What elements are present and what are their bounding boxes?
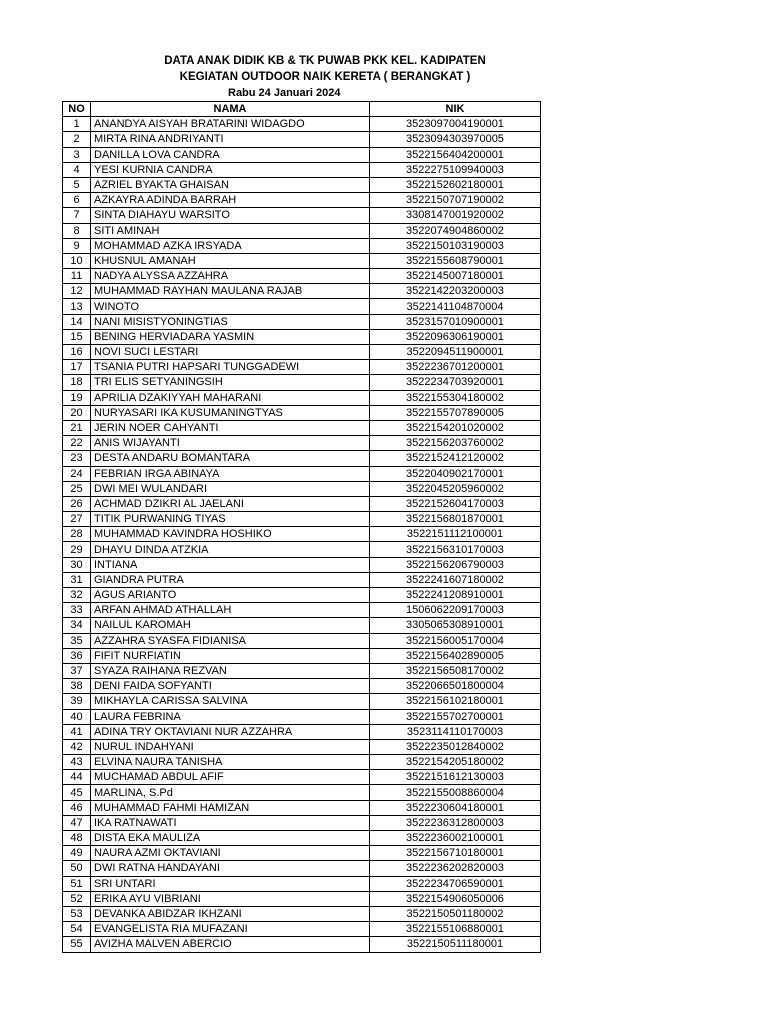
- row-number: 23: [63, 451, 91, 466]
- student-nik: 3522154205180002: [370, 755, 541, 770]
- row-number: 48: [63, 831, 91, 846]
- student-nik: 3522152602180001: [370, 177, 541, 192]
- table-row: [63, 527, 541, 542]
- student-nik: 3522142203200003: [370, 284, 541, 299]
- student-name: IKA RATNAWATI: [91, 815, 370, 830]
- student-name: JERIN NOER CAHYANTI: [91, 420, 370, 435]
- table-row: [63, 132, 541, 147]
- table-row: [63, 755, 541, 770]
- row-number: 33: [63, 603, 91, 618]
- student-nik: 3522040902170001: [370, 466, 541, 481]
- row-number: 15: [63, 329, 91, 344]
- column-header-nik: NIK: [370, 102, 541, 117]
- table-row: [63, 481, 541, 496]
- table-row: [63, 937, 541, 952]
- table-row: [63, 314, 541, 329]
- table-row: [63, 891, 541, 906]
- table-row: [63, 648, 541, 663]
- row-number: 54: [63, 922, 91, 937]
- student-nik: 3522150501180002: [370, 906, 541, 921]
- row-number: 27: [63, 512, 91, 527]
- row-number: 3: [63, 147, 91, 162]
- student-nik: 3522141104870004: [370, 299, 541, 314]
- row-number: 26: [63, 496, 91, 511]
- row-number: 49: [63, 846, 91, 861]
- row-number: 12: [63, 284, 91, 299]
- student-nik: 3522156404200001: [370, 147, 541, 162]
- student-nik: 3522150511180001: [370, 937, 541, 952]
- row-number: 21: [63, 420, 91, 435]
- table-row: [63, 284, 541, 299]
- student-name: AZZAHRA SYASFA FIDIANISA: [91, 633, 370, 648]
- student-name: INTIANA: [91, 557, 370, 572]
- student-nik: 3522155608790001: [370, 253, 541, 268]
- row-number: 52: [63, 891, 91, 906]
- student-nik: 3522154201020002: [370, 420, 541, 435]
- student-nik: 3522094511900001: [370, 345, 541, 360]
- row-number: 53: [63, 906, 91, 921]
- row-number: 46: [63, 800, 91, 815]
- table-row: [63, 512, 541, 527]
- row-number: 20: [63, 405, 91, 420]
- student-nik: 3522156005170004: [370, 633, 541, 648]
- row-number: 1: [63, 117, 91, 132]
- student-nik: 3522155707890005: [370, 405, 541, 420]
- student-nik: 3522155304180002: [370, 390, 541, 405]
- student-name: MUCHAMAD ABDUL AFIF: [91, 770, 370, 785]
- row-number: 7: [63, 208, 91, 223]
- student-name: AZKAYRA ADINDA BARRAH: [91, 193, 370, 208]
- row-number: 11: [63, 269, 91, 284]
- student-name: NANI MISISTYONINGTIAS: [91, 314, 370, 329]
- table-row: [63, 679, 541, 694]
- table-row: [63, 663, 541, 678]
- row-number: 55: [63, 937, 91, 952]
- student-nik: 3522234706590001: [370, 876, 541, 891]
- student-name: SYAZA RAIHANA REZVAN: [91, 663, 370, 678]
- student-nik: 3523157010900001: [370, 314, 541, 329]
- student-nik: 3522156102180001: [370, 694, 541, 709]
- row-number: 14: [63, 314, 91, 329]
- table-row: [63, 345, 541, 360]
- student-name: DWI RATNA HANDAYANI: [91, 861, 370, 876]
- row-number: 47: [63, 815, 91, 830]
- student-name: DANILLA LOVA CANDRA: [91, 147, 370, 162]
- student-name: TRI ELIS SETYANINGSIH: [91, 375, 370, 390]
- table-row: [63, 253, 541, 268]
- student-name: AVIZHA MALVEN ABERCIO: [91, 937, 370, 952]
- table-row: [63, 542, 541, 557]
- student-nik: 3523094303970005: [370, 132, 541, 147]
- table-row: [63, 694, 541, 709]
- student-nik: 3522275109940003: [370, 162, 541, 177]
- table-row: [63, 223, 541, 238]
- student-name: MUHAMMAD FAHMI HAMIZAN: [91, 800, 370, 815]
- table-row: [63, 436, 541, 451]
- student-name: SRI UNTARI: [91, 876, 370, 891]
- student-name: DISTA EKA MAULIZA: [91, 831, 370, 846]
- student-name: EVANGELISTA RIA MUFAZANI: [91, 922, 370, 937]
- row-number: 39: [63, 694, 91, 709]
- table-row: [63, 770, 541, 785]
- table-row: [63, 451, 541, 466]
- row-number: 31: [63, 572, 91, 587]
- column-header-no: NO: [63, 102, 91, 117]
- row-number: 25: [63, 481, 91, 496]
- row-number: 40: [63, 709, 91, 724]
- student-name: AGUS ARIANTO: [91, 588, 370, 603]
- student-name: ARFAN AHMAD ATHALLAH: [91, 603, 370, 618]
- student-nik: 3522074904860002: [370, 223, 541, 238]
- table-row: [63, 633, 541, 648]
- table-row: [63, 177, 541, 192]
- table-row: [63, 117, 541, 132]
- student-nik: 3522156203760002: [370, 436, 541, 451]
- row-number: 32: [63, 588, 91, 603]
- student-name: YESI KURNIA CANDRA: [91, 162, 370, 177]
- student-nik: 3522241607180002: [370, 572, 541, 587]
- student-name: DWI MEI WULANDARI: [91, 481, 370, 496]
- student-name: MIRTA RINA ANDRIYANTI: [91, 132, 370, 147]
- table-row: [63, 375, 541, 390]
- row-number: 6: [63, 193, 91, 208]
- table-row: [63, 785, 541, 800]
- student-name: NAILUL KAROMAH: [91, 618, 370, 633]
- student-nik: 3522152412120002: [370, 451, 541, 466]
- row-number: 5: [63, 177, 91, 192]
- table-row: [63, 360, 541, 375]
- table-row: [63, 724, 541, 739]
- row-number: 24: [63, 466, 91, 481]
- row-number: 19: [63, 390, 91, 405]
- student-nik: 3522236701200001: [370, 360, 541, 375]
- student-name: SINTA DIAHAYU WARSITO: [91, 208, 370, 223]
- row-number: 9: [63, 238, 91, 253]
- table-row: [63, 193, 541, 208]
- student-name: LAURA FEBRINA: [91, 709, 370, 724]
- table-row: [63, 739, 541, 754]
- row-number: 51: [63, 876, 91, 891]
- student-name: NADYA ALYSSA AZZAHRA: [91, 269, 370, 284]
- table-row: [63, 420, 541, 435]
- student-nik: 3522156710180001: [370, 846, 541, 861]
- student-name: NURUL INDAHYANI: [91, 739, 370, 754]
- student-nik: 3522151112100001: [370, 527, 541, 542]
- table-row: [63, 208, 541, 223]
- student-nik: 3522234703920001: [370, 375, 541, 390]
- row-number: 16: [63, 345, 91, 360]
- student-nik: 3522145007180001: [370, 269, 541, 284]
- row-number: 18: [63, 375, 91, 390]
- student-nik: 3522236202820003: [370, 861, 541, 876]
- student-name: MIKHAYLA CARISSA SALVINA: [91, 694, 370, 709]
- table-row: [63, 618, 541, 633]
- student-name: DHAYU DINDA ATZKIA: [91, 542, 370, 557]
- student-name: GIANDRA PUTRA: [91, 572, 370, 587]
- table-row: [63, 162, 541, 177]
- table-row: [63, 147, 541, 162]
- table-row: [63, 466, 541, 481]
- row-number: 44: [63, 770, 91, 785]
- table-row: [63, 603, 541, 618]
- table-row: [63, 299, 541, 314]
- student-nik: 3522236002100001: [370, 831, 541, 846]
- student-name: KHUSNUL AMANAH: [91, 253, 370, 268]
- student-nik: 1506062209170003: [370, 603, 541, 618]
- student-nik: 3308147001920002: [370, 208, 541, 223]
- student-name: TITIK PURWANING TIYAS: [91, 512, 370, 527]
- row-number: 36: [63, 648, 91, 663]
- student-name: ELVINA NAURA TANISHA: [91, 755, 370, 770]
- row-number: 41: [63, 724, 91, 739]
- student-name: ADINA TRY OKTAVIANI NUR AZZAHRA: [91, 724, 370, 739]
- row-number: 8: [63, 223, 91, 238]
- student-name: MOHAMMAD AZKA IRSYADA: [91, 238, 370, 253]
- table-row: [63, 906, 541, 921]
- student-name: DENI FAIDA SOFYANTI: [91, 679, 370, 694]
- table-row: [63, 815, 541, 830]
- column-header-nama: NAMA: [91, 102, 370, 117]
- student-nik: 3522156508170002: [370, 663, 541, 678]
- student-name: DEVANKA ABIDZAR IKHZANI: [91, 906, 370, 921]
- student-name: MUHAMMAD KAVINDRA HOSHIKO: [91, 527, 370, 542]
- student-nik: 3522150707190002: [370, 193, 541, 208]
- student-nik: 3522152604170003: [370, 496, 541, 511]
- student-nik: 3522150103190003: [370, 238, 541, 253]
- student-nik: 3522156310170003: [370, 542, 541, 557]
- student-name: NOVI SUCI LESTARI: [91, 345, 370, 360]
- row-number: 13: [63, 299, 91, 314]
- student-nik: 3522236312800003: [370, 815, 541, 830]
- student-nik: 3522156801870001: [370, 512, 541, 527]
- student-nik: 3305065308910001: [370, 618, 541, 633]
- student-nik: 3522045205960002: [370, 481, 541, 496]
- table-row: [63, 572, 541, 587]
- student-nik: 3522155106880001: [370, 922, 541, 937]
- student-name: AZRIEL BYAKTA GHAISAN: [91, 177, 370, 192]
- student-name: MUHAMMAD RAYHAN MAULANA RAJAB: [91, 284, 370, 299]
- row-number: 17: [63, 360, 91, 375]
- student-nik: 3522155008860004: [370, 785, 541, 800]
- student-nik: 3522066501800004: [370, 679, 541, 694]
- table-row: [63, 329, 541, 344]
- row-number: 4: [63, 162, 91, 177]
- row-number: 43: [63, 755, 91, 770]
- student-nik: 3522096306190001: [370, 329, 541, 344]
- student-nik: 3522156206790003: [370, 557, 541, 572]
- student-name: BENING HERVIADARA YASMIN: [91, 329, 370, 344]
- table-row: [63, 405, 541, 420]
- student-name: WINOTO: [91, 299, 370, 314]
- student-name: ACHMAD DZIKRI AL JAELANI: [91, 496, 370, 511]
- student-nik: 3522156402890005: [370, 648, 541, 663]
- student-nik: 3522235012840002: [370, 739, 541, 754]
- table-row: [63, 800, 541, 815]
- document-subtitle: KEGIATAN OUTDOOR NAIK KERETA ( BERANGKAT ): [179, 71, 471, 83]
- student-nik: 3522151612130003: [370, 770, 541, 785]
- table-row: [63, 831, 541, 846]
- row-number: 45: [63, 785, 91, 800]
- row-number: 10: [63, 253, 91, 268]
- table-row: [63, 922, 541, 937]
- student-name: FIFIT NURFIATIN: [91, 648, 370, 663]
- table-row: [63, 846, 541, 861]
- document-title: DATA ANAK DIDIK KB & TK PUWAB PKK KEL. KADIPATEN: [164, 55, 486, 67]
- table-body: [63, 117, 541, 952]
- table-row: [63, 709, 541, 724]
- student-name: NAURA AZMI OKTAVIANI: [91, 846, 370, 861]
- row-number: 35: [63, 633, 91, 648]
- student-nik: 3523114110170003: [370, 724, 541, 739]
- document-date: Rabu 24 Januari 2024: [228, 87, 341, 99]
- table-row: [63, 496, 541, 511]
- student-nik: 3522241208910001: [370, 588, 541, 603]
- table-row: [63, 876, 541, 891]
- row-number: 34: [63, 618, 91, 633]
- table-row: [63, 557, 541, 572]
- row-number: 29: [63, 542, 91, 557]
- student-name: SITI AMINAH: [91, 223, 370, 238]
- student-name: ERIKA AYU VIBRIANI: [91, 891, 370, 906]
- student-nik: 3523097004190001: [370, 117, 541, 132]
- student-name: APRILIA DZAKIYYAH MAHARANI: [91, 390, 370, 405]
- row-number: 2: [63, 132, 91, 147]
- row-number: 22: [63, 436, 91, 451]
- row-number: 42: [63, 739, 91, 754]
- table-row: [63, 390, 541, 405]
- table-row: [63, 861, 541, 876]
- student-name: DESTA ANDARU BOMANTARA: [91, 451, 370, 466]
- student-nik: 3522155702700001: [370, 709, 541, 724]
- student-name: NURYASARI IKA KUSUMANINGTYAS: [91, 405, 370, 420]
- row-number: 50: [63, 861, 91, 876]
- table-row: [63, 588, 541, 603]
- table-header-row: [63, 102, 541, 117]
- participant-table: [62, 101, 541, 953]
- table-row: [63, 269, 541, 284]
- student-name: FEBRIAN IRGA ABINAYA: [91, 466, 370, 481]
- table-row: [63, 238, 541, 253]
- row-number: 38: [63, 679, 91, 694]
- student-name: ANANDYA AISYAH BRATARINI WIDAGDO: [91, 117, 370, 132]
- student-name: ANIS WIJAYANTI: [91, 436, 370, 451]
- student-nik: 3522230604180001: [370, 800, 541, 815]
- row-number: 30: [63, 557, 91, 572]
- student-nik: 3522154906050006: [370, 891, 541, 906]
- row-number: 28: [63, 527, 91, 542]
- student-name: TSANIA PUTRI HAPSARI TUNGGADEWI: [91, 360, 370, 375]
- row-number: 37: [63, 663, 91, 678]
- student-name: MARLINA, S.Pd: [91, 785, 370, 800]
